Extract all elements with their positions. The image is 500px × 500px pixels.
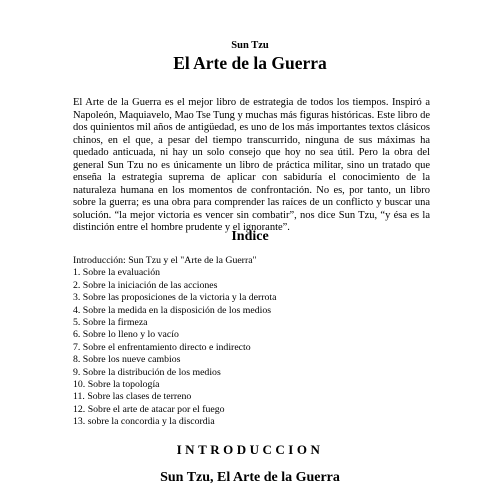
toc-item: 1. Sobre la evaluación — [73, 267, 161, 279]
book-title: El Arte de la Guerra — [173, 53, 327, 73]
section-subheading: Sun Tzu, El Arte de la Guerra — [160, 470, 340, 485]
toc-item: 5. Sobre la firmeza — [73, 317, 148, 329]
index-title: Indice — [231, 229, 269, 244]
toc-item: 9. Sobre la distribución de los medios — [73, 366, 221, 378]
toc-item: 7. Sobre el enfrentamiento directo e indirecto — [73, 341, 251, 353]
toc-item: 4. Sobre la medida en la disposición de los medios — [73, 304, 272, 316]
toc-item: 3. Sobre las proposiciones de la victoria y la derrota — [73, 292, 277, 304]
table-of-contents — [73, 255, 277, 429]
intro-paragraph: El Arte de la Guerra es el mejor libro de estrategia de todos los tiempos. Inspiró a Napoleón, Maquiavelo, Mao Tse Tung y muchas más figuras históricas. Este libro de dos quinientos mil años de antigüedad, es uno de los más importantes textos clásicos chinos, en el que, a pesar del tiempo transcurrido, ninguna de sus máximas ha quedado anticuada, ni hay un solo consejo que hoy no sea útil. Pero la obra del general Sun Tzu no es únicamente un libro de práctica militar, sino un tratado que enseña la estrategia suprema de aplicar con sabiduría el conocimiento de la naturaleza humana en los momentos de confrontación. No es, por tanto, un libro sobre la guerra; es una obra para comprender las raíces de un conflicto y buscar una solución. “la mejor victoria es vencer sin combatir”, nos dice Sun Tzu, “y ésa es la distinción entre el hombre prudente y el ignorante”. — [73, 97, 430, 233]
toc-item: 10. Sobre la topología — [73, 379, 160, 391]
toc-item: 12. Sobre el arte de atacar por el fuego — [73, 403, 225, 415]
toc-item: 8. Sobre los nueve cambios — [73, 354, 181, 366]
toc-item: 6. Sobre lo lleno y lo vacío — [73, 329, 179, 341]
section-heading: INTRODUCCION — [176, 442, 324, 457]
author-name: Sun Tzu — [231, 40, 269, 51]
toc-item: 11. Sobre las clases de terreno — [73, 391, 192, 403]
toc-item: 13. sobre la concordia y la discordia — [73, 416, 215, 428]
toc-item: Introducción: Sun Tzu y el "Arte de la Guerra" — [73, 255, 257, 266]
toc-item: 2. Sobre la iniciación de las acciones — [73, 279, 218, 291]
